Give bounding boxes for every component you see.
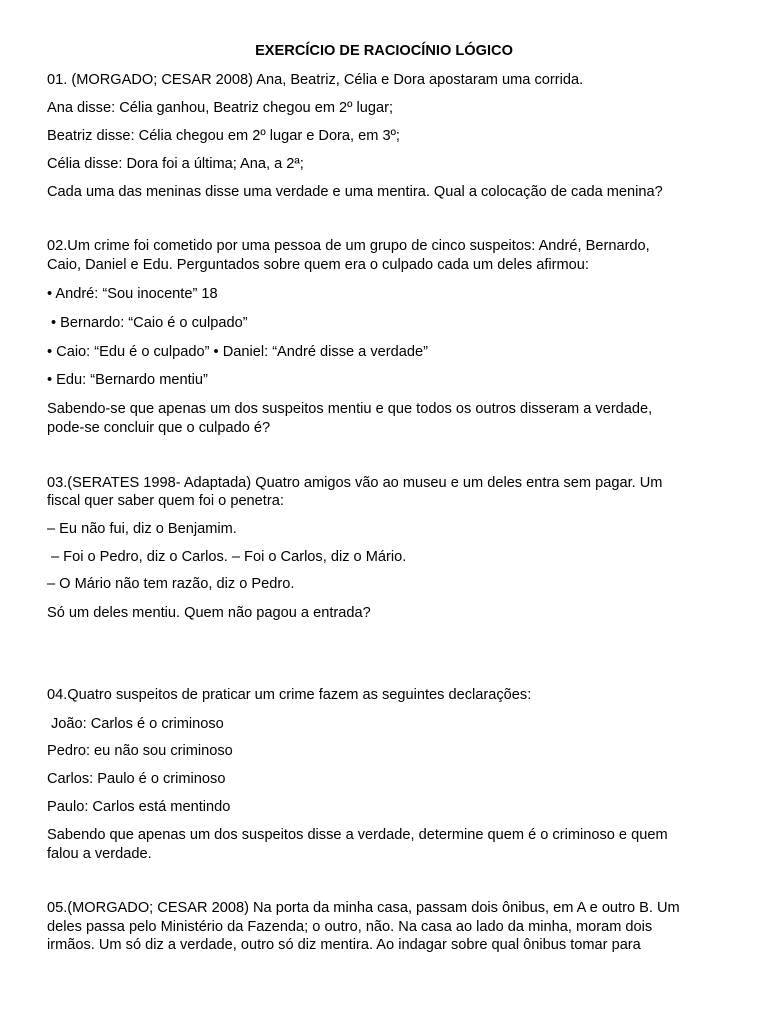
q4-line-2: Pedro: eu não sou criminoso	[47, 743, 233, 759]
q2-bullet-1: • André: “Sou inocente” 18	[47, 286, 218, 302]
q5-line-2: deles passa pelo Ministério da Fazenda; o outro, não. Na casa ao lado da minha, moram dois	[47, 919, 653, 935]
q5-line-3: irmãos. Um só diz a verdade, outro só diz mentira. Ao indagar sobre qual ônibus tomar para	[47, 937, 641, 953]
q4-line-4: Paulo: Carlos está mentindo	[47, 799, 231, 815]
q1-line-3: Célia disse: Dora foi a última; Ana, a 2ª;	[47, 156, 304, 172]
q2-question-1: Sabendo-se que apenas um dos suspeitos mentiu e que todos os outros disseram a verdade,	[47, 401, 653, 417]
q4-question-1: Sabendo que apenas um dos suspeitos disse a verdade, determine quem é o criminoso e quem	[47, 827, 668, 843]
q3-line-3: – O Mário não tem razão, diz o Pedro.	[47, 576, 295, 592]
q2-bullet-3: • Caio: “Edu é o culpado” • Daniel: “André disse a verdade”	[47, 344, 428, 360]
q3-line-2: – Foi o Pedro, diz o Carlos. – Foi o Carlos, diz o Mário.	[51, 549, 407, 565]
q2-bullet-4: • Edu: “Bernardo mentiu”	[47, 372, 208, 388]
q1-line-1: Ana disse: Célia ganhou, Beatriz chegou em 2º lugar;	[47, 100, 394, 116]
q2-question-2: pode-se concluir que o culpado é?	[47, 420, 271, 436]
page-title: EXERCÍCIO DE RACIOCÍNIO LÓGICO	[255, 43, 513, 59]
q3-line-1: – Eu não fui, diz o Benjamim.	[47, 521, 237, 537]
q5-line-1: 05.(MORGADO; CESAR 2008) Na porta da minha casa, passam dois ônibus, em A e outro B. Um	[47, 900, 680, 916]
q2-bullet-2: • Bernardo: “Caio é o culpado”	[51, 315, 248, 331]
q4-line-1: João: Carlos é o criminoso	[51, 716, 224, 732]
q1-stem: 01. (MORGADO; CESAR 2008) Ana, Beatriz, Célia e Dora apostaram uma corrida.	[47, 72, 584, 88]
q3-stem-1: 03.(SERATES 1998- Adaptada) Quatro amigos vão ao museu e um deles entra sem pagar. Um	[47, 475, 663, 491]
q3-line-4: Só um deles mentiu. Quem não pagou a entrada?	[47, 605, 371, 621]
q4-line-3: Carlos: Paulo é o criminoso	[47, 771, 226, 787]
q3-stem-2: fiscal quer saber quem foi o penetra:	[47, 493, 284, 509]
q4-stem: 04.Quatro suspeitos de praticar um crime fazem as seguintes declarações:	[47, 687, 532, 703]
q1-line-2: Beatriz disse: Célia chegou em 2º lugar e Dora, em 3º;	[47, 128, 400, 144]
q2-stem-1: 02.Um crime foi cometido por uma pessoa de um grupo de cinco suspeitos: André, Bernardo,	[47, 238, 650, 254]
q2-stem-2: Caio, Daniel e Edu. Perguntados sobre quem era o culpado cada um deles afirmou:	[47, 257, 589, 273]
q1-line-4: Cada uma das meninas disse uma verdade e uma mentira. Qual a colocação de cada menina?	[47, 184, 663, 200]
q4-question-2: falou a verdade.	[47, 846, 152, 862]
